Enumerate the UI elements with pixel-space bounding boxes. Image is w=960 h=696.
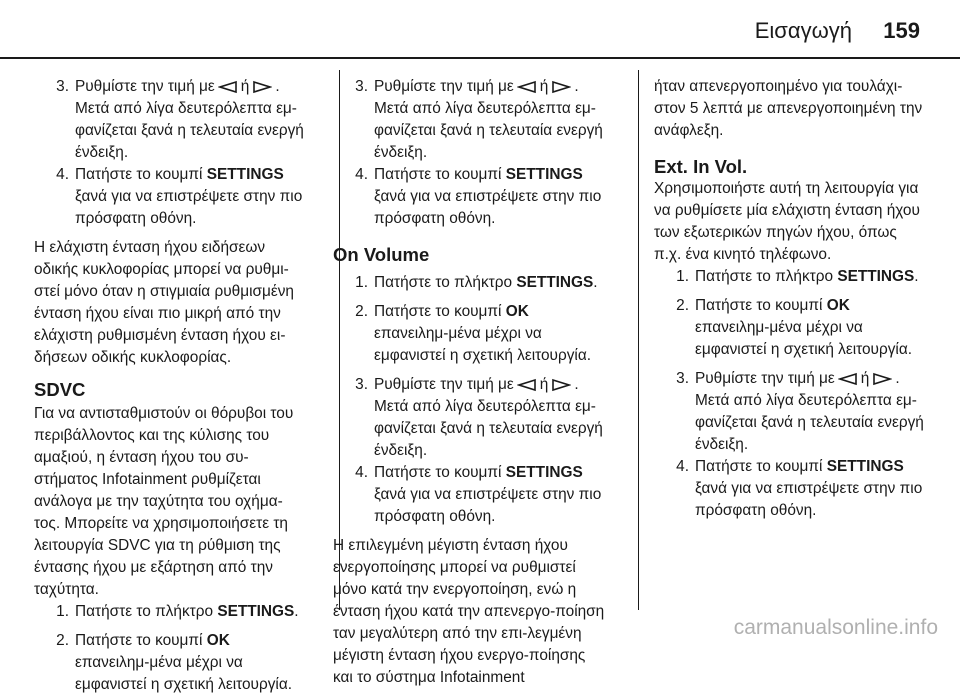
step-text-rest: ξανά για να επιστρέψετε στην πιο πρόσφατη οθόνη. bbox=[695, 480, 923, 519]
ok-key-label: OK bbox=[206, 632, 230, 649]
period: . bbox=[574, 78, 579, 95]
ok-key-label: OK bbox=[826, 297, 850, 314]
list-number: 1. bbox=[676, 268, 689, 285]
or-word: ή bbox=[240, 78, 250, 95]
section-heading: Ext. In Vol. bbox=[654, 156, 748, 177]
period: . bbox=[574, 376, 579, 393]
section-heading: SDVC bbox=[34, 379, 86, 400]
list-item bbox=[34, 601, 306, 623]
list-number: 4. bbox=[56, 166, 69, 183]
column-3 bbox=[654, 76, 926, 522]
triangle-left-icon bbox=[218, 80, 238, 94]
list-item bbox=[333, 76, 605, 98]
step-text: Πατήστε το κουμπί bbox=[695, 458, 823, 475]
list-number: 2. bbox=[355, 303, 368, 320]
step-note: Μετά από λίγα δευτερόλεπτα εμ-φανίζεται ξανά η τελευταία ενεργή ένδειξη. bbox=[695, 392, 924, 453]
paragraph: Για να αντισταθμιστούν οι θόρυβοι του περιβάλλοντος και της κύλισης του αμαξιού, η ένταση ήχου του συ-στήματος Infotainment ρυθμίζεται ανάλογα με την ταχύτητα του οχήμα-τος. Μπορείτε να χρησιμοποιήσετε τη λειτουργία SDVC για τη ρύθμιση της έντασης ήχου με εξάρτηση από την ταχύτητα. bbox=[34, 405, 294, 598]
list-number: 3. bbox=[355, 376, 368, 393]
list-item bbox=[333, 164, 605, 230]
period: . bbox=[914, 268, 919, 285]
triangle-left-icon bbox=[517, 378, 537, 392]
list-item bbox=[654, 368, 926, 390]
step-text-rest: ξανά για να επιστρέψετε στην πιο πρόσφατη οθόνη. bbox=[374, 486, 602, 525]
step-note: Μετά από λίγα δευτερόλεπτα εμ-φανίζεται ξανά η τελευταία ενεργή ένδειξη. bbox=[75, 100, 304, 161]
settings-key-label: SETTINGS bbox=[505, 166, 583, 183]
header-rule bbox=[0, 57, 960, 59]
step-text: Πατήστε το κουμπί bbox=[374, 166, 502, 183]
step-text: Ρυθμίστε την τιμή με bbox=[374, 376, 514, 393]
step-text: Πατήστε το κουμπί bbox=[695, 297, 823, 314]
list-number: 2. bbox=[676, 297, 689, 314]
list-item bbox=[333, 301, 605, 367]
list-number: 4. bbox=[355, 166, 368, 183]
paragraph: Χρησιμοποιήστε αυτή τη λειτουργία για να ρυθμίσετε μία ελάχιστη ένταση ήχου των εξωτερικών πηγών ήχου, όπως π.χ. ένα κινητό τηλέφωνο. bbox=[654, 180, 920, 263]
list-item bbox=[654, 266, 926, 288]
period: . bbox=[275, 78, 280, 95]
triangle-right-icon bbox=[551, 378, 571, 392]
settings-key-label: SETTINGS bbox=[505, 464, 583, 481]
column-2 bbox=[333, 76, 605, 689]
list-number: 3. bbox=[355, 78, 368, 95]
step-text: Πατήστε το πλήκτρο bbox=[695, 268, 834, 285]
settings-key-label: SETTINGS bbox=[837, 268, 915, 285]
step-text-rest: επανειλημ-μένα μέχρι να εμφανιστεί η σχετική λειτουργία. bbox=[374, 325, 592, 364]
triangle-right-icon bbox=[551, 80, 571, 94]
watermark: carmanualsonline.info bbox=[733, 616, 938, 639]
section-heading: On Volume bbox=[333, 244, 430, 265]
section-title: Εισαγωγή bbox=[754, 18, 852, 43]
step-text-rest: επανειλημ-μένα μέχρι να εμφανιστεί η σχετική λειτουργία. bbox=[695, 319, 913, 358]
list-number: 3. bbox=[676, 370, 689, 387]
triangle-left-icon bbox=[517, 80, 537, 94]
list-item bbox=[333, 462, 605, 528]
paragraph: ήταν απενεργοποιημένο για τουλάχι-στον 5 λεπτά με απενεργοποιημένη την ανάφλεξη. bbox=[654, 78, 923, 139]
paragraph: Η επιλεγμένη μέγιστη ένταση ήχου ενεργοποίησης μπορεί να ρυθμιστεί μόνο κατά την ενεργοποίηση, ενώ η ένταση ήχου κατά την απενεργο-ποίηση ταν μεγαλύτερη από την επι-λεγμένη μέγιστη ένταση ήχου ενεργο-ποίησης και το σύστημα Infotainment bbox=[333, 537, 605, 686]
settings-key-label: SETTINGS bbox=[206, 166, 284, 183]
step-text: Ρυθμίστε την τιμή με bbox=[374, 78, 514, 95]
list-number: 2. bbox=[56, 632, 69, 649]
list-item bbox=[333, 374, 605, 396]
step-text: Πατήστε το κουμπί bbox=[75, 632, 203, 649]
or-word: ή bbox=[539, 78, 549, 95]
period: . bbox=[294, 603, 299, 620]
step-text-rest: ξανά για να επιστρέψετε στην πιο πρόσφατη οθόνη. bbox=[374, 188, 602, 227]
step-text: Ρυθμίστε την τιμή με bbox=[695, 370, 835, 387]
step-text: Πατήστε το πλήκτρο bbox=[374, 274, 513, 291]
triangle-right-icon bbox=[872, 372, 892, 386]
step-text: Πατήστε το κουμπί bbox=[75, 166, 203, 183]
or-word: ή bbox=[539, 376, 549, 393]
list-item bbox=[34, 630, 306, 696]
period: . bbox=[593, 274, 598, 291]
settings-key-label: SETTINGS bbox=[217, 603, 295, 620]
list-item bbox=[333, 272, 605, 294]
list-number: 3. bbox=[56, 78, 69, 95]
step-text-rest: επανειλημ-μένα μέχρι να εμφανιστεί η σχετική λειτουργία. bbox=[75, 654, 293, 693]
triangle-left-icon bbox=[838, 372, 858, 386]
ok-key-label: OK bbox=[505, 303, 529, 320]
step-text: Πατήστε το κουμπί bbox=[374, 303, 502, 320]
list-number: 4. bbox=[676, 458, 689, 475]
list-item bbox=[34, 76, 306, 98]
period: . bbox=[895, 370, 900, 387]
list-number: 4. bbox=[355, 464, 368, 481]
column-divider bbox=[638, 70, 639, 610]
or-word: ή bbox=[860, 370, 870, 387]
list-number: 1. bbox=[56, 603, 69, 620]
paragraph: Η ελάχιστη ένταση ήχου ειδήσεων οδικής κυκλοφορίας μπορεί να ρυθμι-στεί μόνο όταν η στιγμιαία ρυθμισμένη ένταση ήχου είναι πιο μικρή από την ελάχιστη ρυθμισμένη ένταση ήχου ει-δήσεων οδικής κυκλοφορίας. bbox=[34, 239, 294, 366]
step-text: Πατήστε το πλήκτρο bbox=[75, 603, 214, 620]
triangle-right-icon bbox=[252, 80, 272, 94]
settings-key-label: SETTINGS bbox=[516, 274, 594, 291]
page-number: 159 bbox=[883, 18, 920, 43]
settings-key-label: SETTINGS bbox=[826, 458, 904, 475]
list-number: 1. bbox=[355, 274, 368, 291]
list-item bbox=[654, 295, 926, 361]
step-note: Μετά από λίγα δευτερόλεπτα εμ-φανίζεται ξανά η τελευταία ενεργή ένδειξη. bbox=[374, 398, 603, 459]
step-text: Πατήστε το κουμπί bbox=[374, 464, 502, 481]
list-item bbox=[654, 456, 926, 522]
list-item bbox=[34, 164, 306, 230]
step-note: Μετά από λίγα δευτερόλεπτα εμ-φανίζεται ξανά η τελευταία ενεργή ένδειξη. bbox=[374, 100, 603, 161]
step-text: Ρυθμίστε την τιμή με bbox=[75, 78, 215, 95]
step-text-rest: ξανά για να επιστρέψετε στην πιο πρόσφατη οθόνη. bbox=[75, 188, 303, 227]
column-1 bbox=[34, 76, 306, 696]
